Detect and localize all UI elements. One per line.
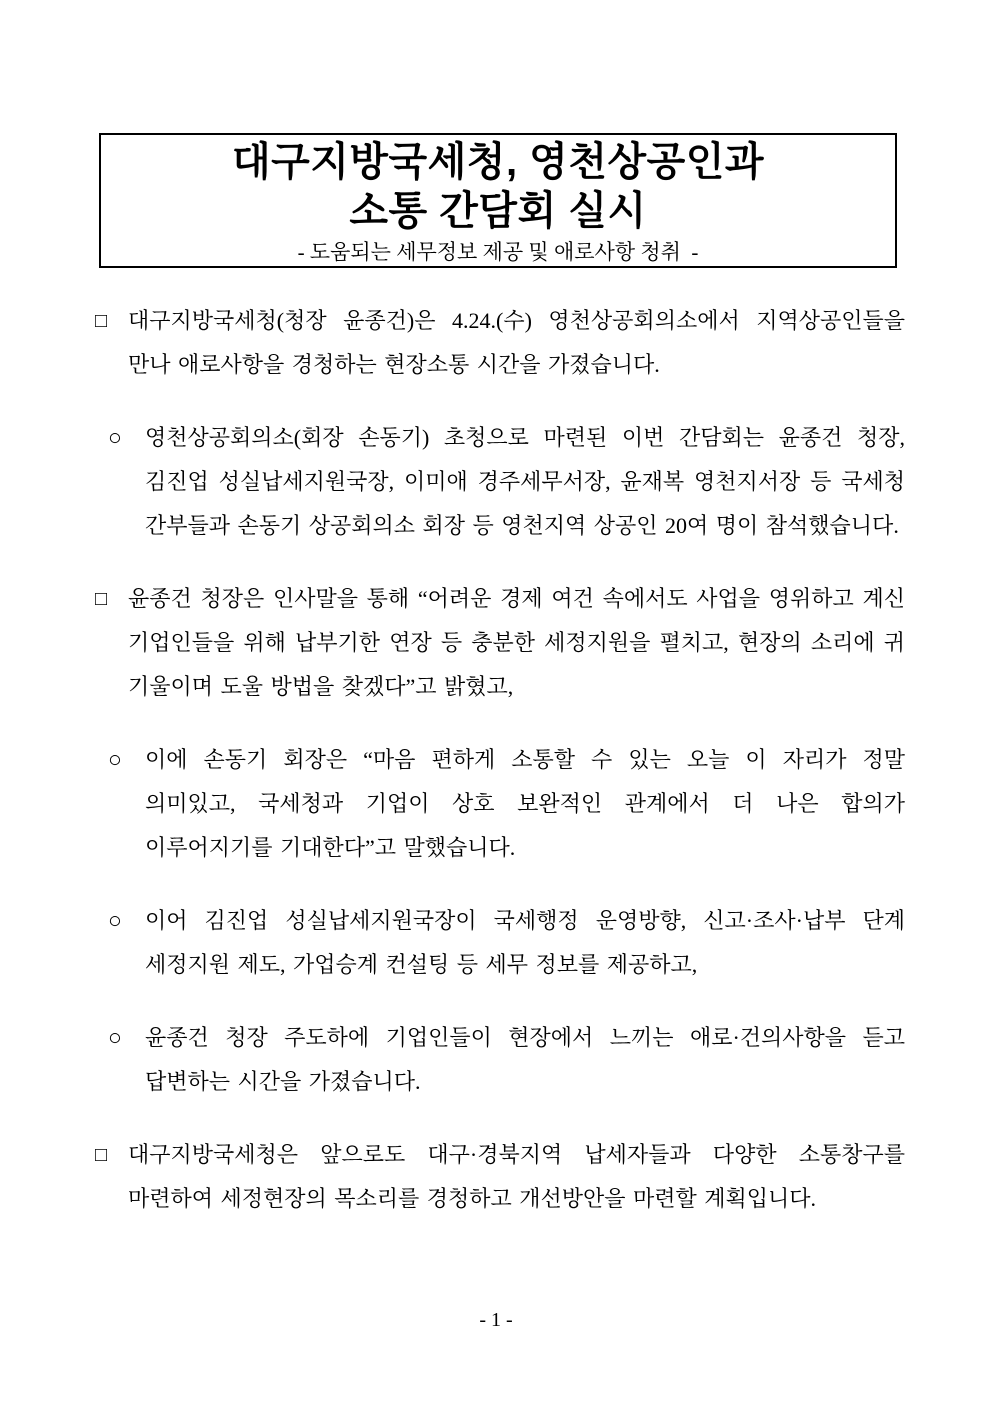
document-subtitle: - 도움되는 세무정보 제공 및 애로사항 청취 - bbox=[297, 239, 699, 264]
title-box bbox=[99, 133, 897, 268]
paragraph-text: 대구지방국세청(청장 윤종건)은 4.24.(수) 영천상공회의소에서 지역상공인들을 만나 애로사항을 경청하는 현장소통 시간을 가졌습니다. bbox=[128, 308, 905, 377]
square-bullet-icon: □ bbox=[95, 310, 108, 332]
paragraph bbox=[95, 416, 905, 548]
paragraph-text: 영천상공회의소(회장 손동기) 초청으로 마련된 이번 간담회는 윤종건 청장, 김진업 성실납세지원국장, 이미애 경주세무서장, 윤재복 영천지서장 등 국세청 간부들과 손동기 상공회의소 회장 등 영천지역 상공인 20여 명이 참석했습니다. bbox=[145, 425, 905, 538]
paragraph bbox=[95, 1016, 905, 1104]
paragraph bbox=[95, 738, 905, 870]
paragraph-text: 윤종건 청장은 인사말을 통해 “어려운 경제 여건 속에서도 사업을 영위하고 계신 기업인들을 위해 납부기한 연장 등 충분한 세정지원을 펼치고, 현장의 소리에 귀 기울이며 도울 방법을 찾겠다”고 밝혔고, bbox=[128, 586, 905, 699]
paragraph-list bbox=[95, 299, 905, 1221]
circle-bullet-icon: ○ bbox=[108, 1025, 122, 1050]
paragraph bbox=[95, 1133, 905, 1221]
page-number: - 1 - bbox=[479, 1309, 513, 1331]
document-title-line2: 소통 간담회 실시 bbox=[349, 188, 647, 233]
circle-bullet-icon: ○ bbox=[108, 747, 122, 772]
document-body bbox=[95, 299, 905, 1250]
paragraph-text: 윤종건 청장 주도하에 기업인들이 현장에서 느끼는 애로·건의사항을 듣고 답변하는 시간을 가졌습니다. bbox=[145, 1025, 905, 1094]
paragraph bbox=[95, 577, 905, 709]
paragraph-text: 이에 손동기 회장은 “마음 편하게 소통할 수 있는 오늘 이 자리가 정말 의미있고, 국세청과 기업이 상호 보완적인 관계에서 더 나은 합의가 이루어지기를 기대한다”고 말했습니다. bbox=[145, 747, 905, 860]
circle-bullet-icon: ○ bbox=[108, 425, 122, 450]
document-title-line1: 대구지방국세청, 영천상공인과 bbox=[231, 139, 765, 184]
paragraph bbox=[95, 899, 905, 987]
square-bullet-icon: □ bbox=[95, 588, 108, 610]
paragraph bbox=[95, 299, 905, 387]
paragraph-text: 대구지방국세청은 앞으로도 대구·경북지역 납세자들과 다양한 소통창구를 마련하여 세정현장의 목소리를 경청하고 개선방안을 마련할 계획입니다. bbox=[128, 1142, 905, 1211]
paragraph-text: 이어 김진업 성실납세지원국장이 국세행정 운영방향, 신고·조사·납부 단계 세정지원 제도, 가업승계 컨설팅 등 세무 정보를 제공하고, bbox=[145, 908, 905, 977]
square-bullet-icon: □ bbox=[95, 1144, 108, 1166]
circle-bullet-icon: ○ bbox=[108, 908, 122, 933]
